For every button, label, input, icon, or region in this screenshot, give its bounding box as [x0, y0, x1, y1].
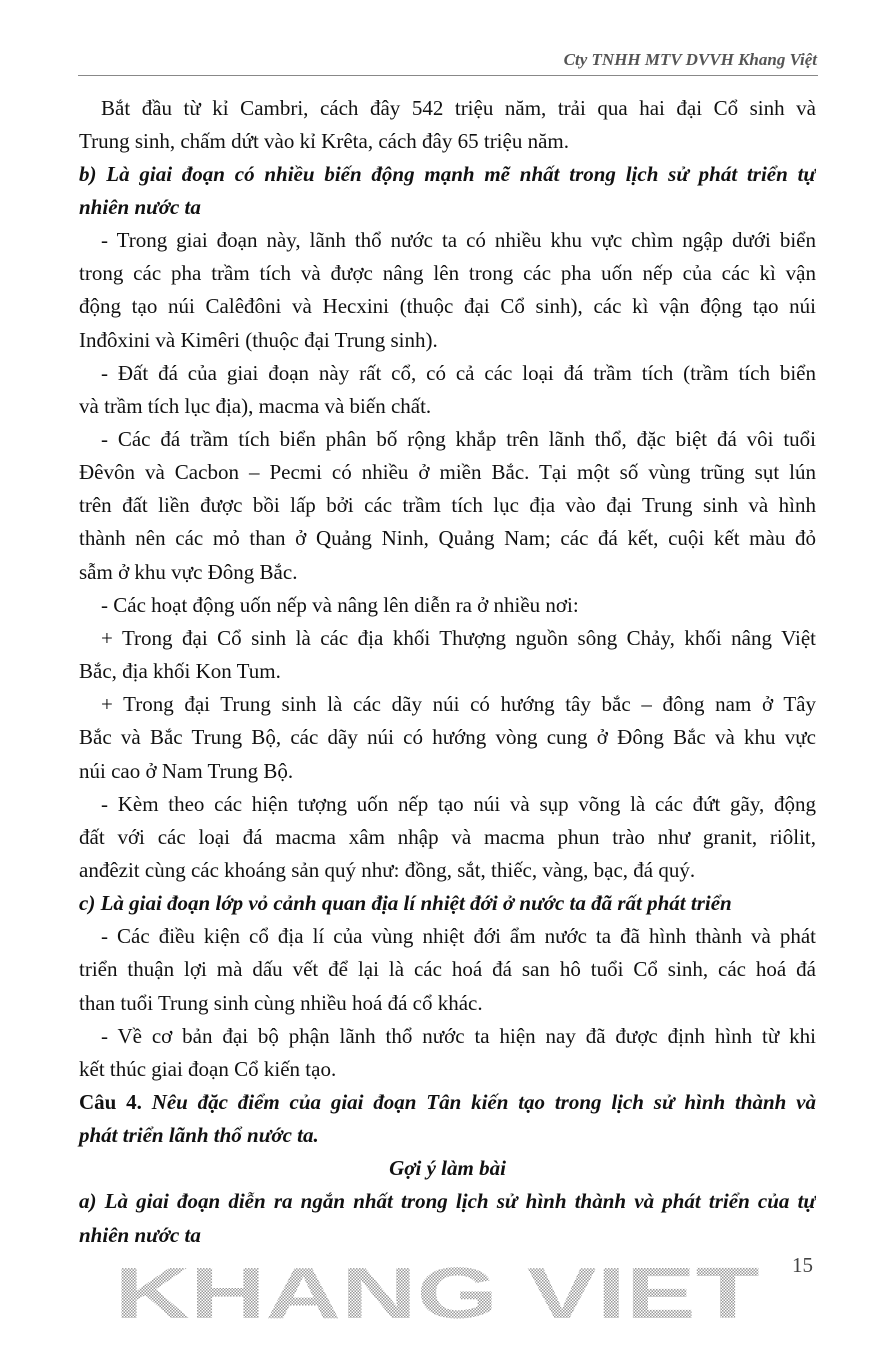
section-heading: Gợi ý làm bài: [389, 1156, 506, 1181]
text-line: Bắc và Bắc Trung Bộ, các dãy núi có hướng vòng cung ở Đông Bắc và khu vực: [79, 725, 816, 750]
text-line: - Các điều kiện cổ địa lí của vùng nhiệt đới ẩm nước ta đã hình thành và phát: [101, 924, 816, 949]
text-line: Đêvôn và Cacbon – Pecmi có nhiều ở miền Bắc. Tại một số vùng trũng sụt lún: [79, 460, 816, 485]
heading-line: nhiên nước ta: [79, 194, 201, 219]
text-line: đất với các loại đá macma xâm nhập và macma phun trào như granit, riôlit,: [79, 824, 816, 849]
question-text: Nêu đặc điểm của giai đoạn Tân kiến tạo trong lịch sử hình thành và: [151, 1090, 816, 1114]
heading-line: phát triển lãnh thổ nước ta.: [79, 1123, 319, 1148]
text-line: - Về cơ bản đại bộ phận lãnh thổ nước ta hiện nay đã được định hình từ khi: [101, 1023, 816, 1048]
text-line: trong các pha trầm tích và được nâng lên trong các pha uốn nếp của các kì vận: [79, 261, 816, 286]
question-number: Câu 4.: [79, 1090, 152, 1114]
text-line: sẫm ở khu vực Đông Bắc.: [79, 559, 298, 584]
text-line: kết thúc giai đoạn Cổ kiến tạo.: [79, 1056, 337, 1081]
heading-line: nhiên nước ta: [79, 1222, 201, 1247]
text-line: Inđôxini và Kimêri (thuộc đại Trung sinh).: [79, 327, 438, 352]
text-line: trên đất liền được bồi lấp bởi các trầm tích lục địa vào đại Trung sinh và hình: [79, 493, 816, 518]
text-line: triển thuận lợi mà dấu vết để lại là các hoá đá san hô tuổi Cổ sinh, các hoá đá: [79, 957, 816, 982]
header-rule: [78, 75, 818, 76]
heading-line: [79, 1086, 816, 1119]
text-line: - Các hoạt động uốn nếp và nâng lên diễn ra ở nhiều nơi:: [101, 592, 579, 617]
text-line: thành nên các mỏ than ở Quảng Ninh, Quảng Nam; các đá kết, cuội kết màu đỏ: [79, 526, 816, 551]
heading-line: a) Là giai đoạn diễn ra ngắn nhất trong lịch sử hình thành và phát triển của tự: [79, 1189, 816, 1214]
heading-line: b) Là giai đoạn có nhiều biến động mạnh mẽ nhất trong lịch sử phát triển tự: [79, 161, 816, 186]
text-line: - Đất đá của giai đoạn này rất cổ, có cả các loại đá trầm tích (trầm tích biển: [101, 360, 816, 385]
text-line: Trung sinh, chấm dứt vào kỉ Krêta, cách đây 65 triệu năm.: [79, 128, 569, 153]
text-line: than tuổi Trung sinh cùng nhiều hoá đá cổ khác.: [79, 990, 483, 1015]
text-line: và trầm tích lục địa), macma và biến chất.: [79, 393, 432, 418]
text-line: + Trong đại Trung sinh là các dãy núi có hướng tây bắc – đông nam ở Tây: [101, 692, 816, 717]
text-line: - Các đá trầm tích biển phân bố rộng khắp trên lãnh thổ, đặc biệt đá vôi tuổi: [101, 427, 816, 451]
text-line: Bắt đầu từ kỉ Cambri, cách đây 542 triệu năm, trải qua hai đại Cổ sinh và: [101, 95, 816, 120]
running-header: Cty TNHH MTV DVVH Khang Việt: [563, 50, 817, 69]
text-line: - Trong giai đoạn này, lãnh thổ nước ta có nhiều khu vực chìm ngập dưới biển: [101, 228, 816, 253]
text-line: anđêzit cùng các khoáng sản quý như: đồng, sắt, thiếc, vàng, bạc, đá quý.: [79, 857, 696, 882]
text-line: - Kèm theo các hiện tượng uốn nếp tạo núi và sụp võng là các đứt gãy, động: [101, 791, 816, 816]
text-line: + Trong đại Cổ sinh là các địa khối Thượng nguồn sông Chảy, khối nâng Việt: [101, 625, 816, 650]
watermark-text: KHANG VIET: [114, 1262, 760, 1324]
text-line: Bắc, địa khối Kon Tum.: [79, 659, 281, 684]
page-number: 15: [792, 1253, 813, 1277]
text-line: núi cao ở Nam Trung Bộ.: [79, 758, 294, 783]
watermark-logo: [110, 1262, 765, 1324]
heading-line: c) Là giai đoạn lớp vỏ cảnh quan địa lí nhiệt đới ở nước ta đã rất phát triển: [79, 891, 732, 916]
text-line: động tạo núi Calêđôni và Hecxini (thuộc đại Cổ sinh), các kì vận động tạo núi: [79, 294, 816, 319]
